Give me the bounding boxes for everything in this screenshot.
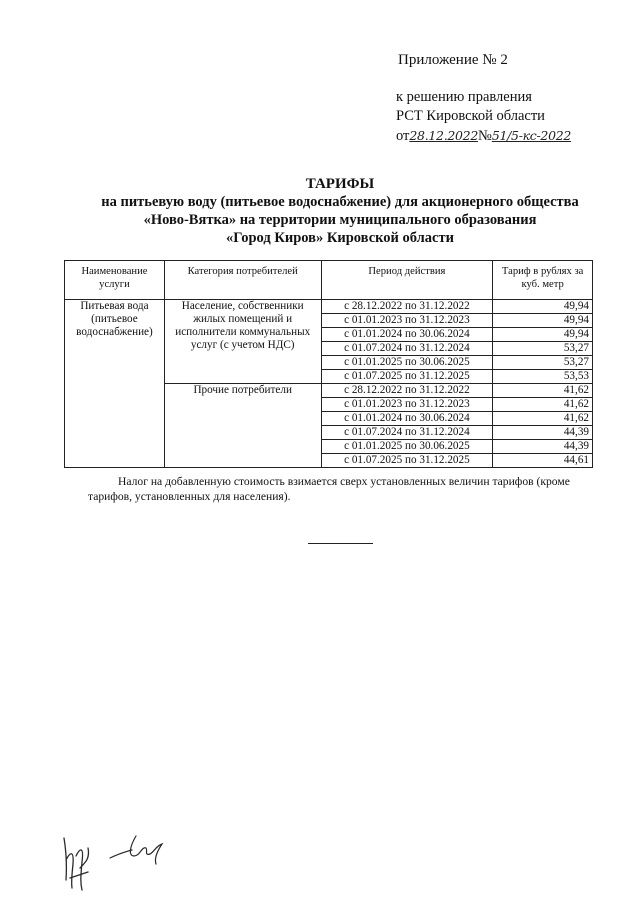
tariff-cell: 41,62 — [493, 398, 593, 412]
tariff-cell: 44,39 — [493, 426, 593, 440]
period-cell: с 01.01.2023 по 31.12.2023 — [321, 314, 493, 328]
appendix-label: Приложение № 2 — [398, 52, 508, 68]
number-prefix: № — [477, 128, 492, 144]
period-cell: с 01.07.2025 по 31.12.2025 — [321, 370, 493, 384]
category-cell-other: Прочие потребители — [164, 384, 321, 468]
tariff-cell: 49,94 — [493, 314, 593, 328]
tariff-cell: 41,62 — [493, 412, 593, 426]
header-period: Период действия — [321, 261, 493, 300]
tariff-cell: 49,94 — [493, 328, 593, 342]
date-prefix: от — [396, 128, 410, 144]
period-cell: с 01.01.2024 по 30.06.2024 — [321, 328, 493, 342]
decision-date-number — [396, 126, 571, 146]
period-cell: с 01.01.2024 по 30.06.2024 — [321, 412, 493, 426]
title-line-2: на питьевую воду (питьевое водоснабжение) для акционерного общества — [101, 194, 579, 210]
decision-line-2: РСТ Кировской области — [396, 108, 545, 124]
decision-number: 51/5-кс-2022 — [491, 128, 572, 143]
period-cell: с 01.01.2025 по 30.06.2025 — [321, 440, 493, 454]
header-tariff: Тариф в рублях за куб. метр — [493, 261, 593, 300]
header-service: Наименование услуги — [65, 261, 165, 300]
period-cell: с 28.12.2022 по 31.12.2022 — [321, 384, 493, 398]
table-row — [65, 300, 593, 314]
period-cell: с 01.01.2025 по 30.06.2025 — [321, 356, 493, 370]
vat-note: Налог на добавленную стоимость взимается сверх установленных величин тарифов (кроме тарифов, установленных для населения). — [88, 475, 570, 503]
service-cell: Питьевая вода (питьевое водоснабжение) — [65, 300, 165, 468]
title-line-3: «Ново-Вятка» на территории муниципального образования — [143, 212, 537, 228]
period-cell: с 28.12.2022 по 31.12.2022 — [321, 300, 493, 314]
period-cell: с 01.07.2024 по 31.12.2024 — [321, 342, 493, 356]
decision-line-1: к решению правления — [396, 89, 532, 105]
table-header-row — [65, 261, 593, 300]
tariff-cell: 49,94 — [493, 300, 593, 314]
header-category: Категория потребителей — [164, 261, 321, 300]
title-line-4: «Город Киров» Кировской области — [226, 230, 454, 246]
tariff-cell: 41,62 — [493, 384, 593, 398]
handwritten-signature — [58, 828, 178, 894]
period-cell: с 01.07.2025 по 31.12.2025 — [321, 454, 493, 468]
document-title — [80, 175, 600, 247]
decision-date: 28.12.2022 — [409, 128, 478, 143]
end-divider — [308, 543, 373, 544]
tariff-table — [64, 260, 593, 468]
tariff-cell: 53,27 — [493, 356, 593, 370]
period-cell: с 01.01.2023 по 31.12.2023 — [321, 398, 493, 412]
decision-reference — [396, 88, 571, 146]
tariff-cell: 44,61 — [493, 454, 593, 468]
tariff-cell: 44,39 — [493, 440, 593, 454]
tariff-cell: 53,27 — [493, 342, 593, 356]
category-cell-population: Население, собственники жилых помещений и исполнители коммунальных услуг (с учетом НДС) — [164, 300, 321, 384]
tariff-cell: 53,53 — [493, 370, 593, 384]
period-cell: с 01.07.2024 по 31.12.2024 — [321, 426, 493, 440]
title-line-1: ТАРИФЫ — [305, 176, 375, 192]
